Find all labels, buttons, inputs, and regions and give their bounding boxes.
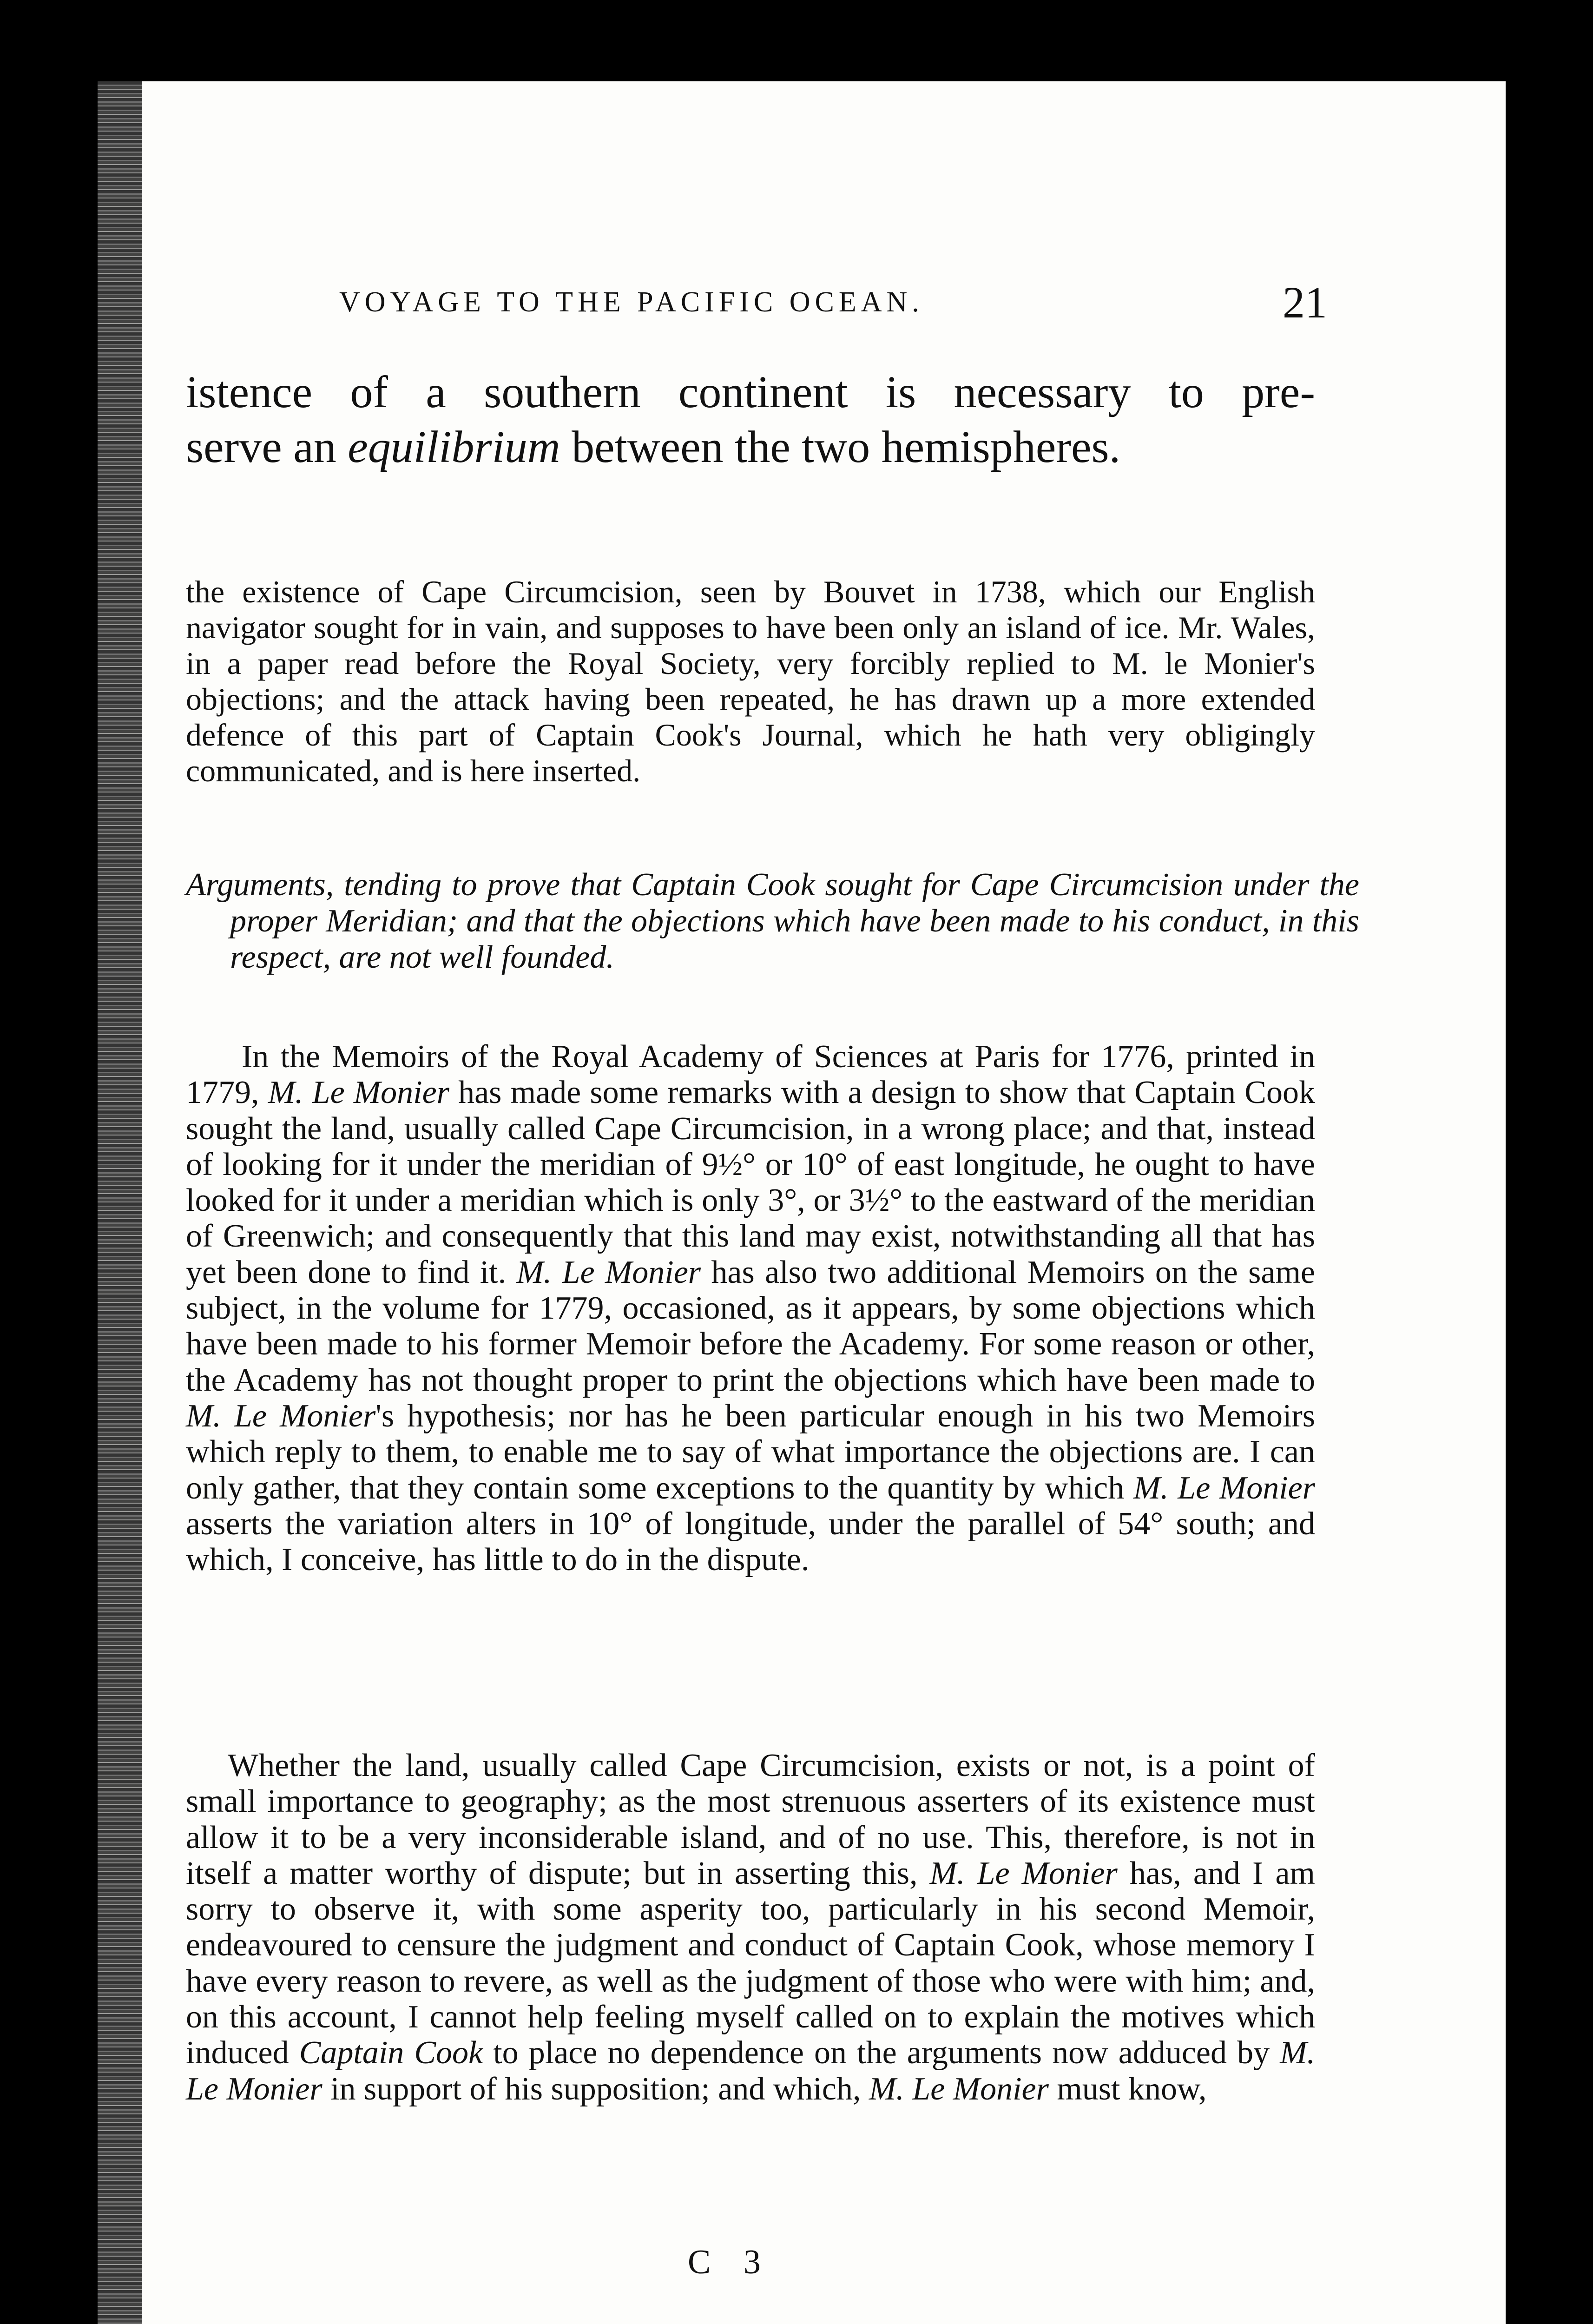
paragraph-3-text: Whether the land, usually called Cape Circumcision, exists or not, is a point of small importance to geography; as the most strenuous asserters of its existence must allow it to be a very inconsiderable island, and of no use. This, therefore, is not in itself a matter worthy of dispute; but in asserting this, — [186, 1748, 1315, 1891]
lead-line-2 — [186, 420, 1315, 475]
lead-text — [186, 365, 1315, 475]
paragraph-3-name: M. Le Monier — [929, 1855, 1118, 1891]
lead-line-2-end: between the two hemispheres. — [560, 422, 1121, 472]
book-page — [98, 81, 1506, 2324]
paragraph-2-name: M. Le Monier — [268, 1075, 449, 1111]
lead-line-2-italic: equilibrium — [348, 422, 560, 472]
paragraph-2-name: M. Le Monier — [1133, 1470, 1315, 1506]
paragraph-2-text: has also two additional Memoirs on the same subject, in the volume for 1779, occasioned, as it appears, by some objections which have been made to his former Memoir before the Academy. For some reason or other, the Academy has not thought proper to print the objections which have been made to — [186, 1254, 1315, 1398]
paragraph-2-text: asserts the variation alters in 10° of longitude, under the parallel of 54° south; and which, I conceive, has little to do in the dispute. — [186, 1505, 1315, 1578]
paragraph-3-text: has, and I am sorry to observe it, with some asperity too, particularly in his second Memoir, endeavoured to censure the judgment and conduct of Captain Cook, whose memory I have every reason to revere, as well as the judgment of those who were with him; and, on this account, I cannot help feeling myself called on to explain the motives which induced — [186, 1855, 1315, 2071]
paragraph-2 — [186, 1039, 1315, 1578]
paragraph-3-text: to place no dependence on the arguments now adduced by — [483, 2035, 1280, 2071]
paragraph-2-name: M. Le Monier — [516, 1254, 701, 1290]
paragraph-2-text: 's hypothesis; nor has he been particular enough in his two Memoirs which reply to them, to enable me to say of what importance the objections are. I can only gather, that they contain some exceptions to the quantity by which — [186, 1398, 1315, 1506]
paragraph-2-text: In the Memoirs of the Royal Academy of Sciences at Paris for 1776, printed in 1779, — [186, 1039, 1315, 1111]
page-number: 21 — [1283, 277, 1327, 327]
lead-line-1: istence of a southern continent is necessary to pre- — [186, 367, 1315, 417]
paragraph-2-name: M. Le Monier — [186, 1398, 376, 1434]
paragraph-3 — [186, 1748, 1315, 2107]
running-head: VOYAGE TO THE PACIFIC OCEAN. — [339, 286, 924, 318]
paragraph-1: the existence of Cape Circumcision, seen by Bouvet in 1738, which our English navigator sought for in vain, and supposes to have been only an island of ice. Mr. Wales, in a paper read before the Royal Society, very forcibly replied to M. le Monier's objections; and the attack having been repeated, he has drawn up a more extended defence of this part of Captain Cook's Journal, which he hath very obligingly communicated, and is here inserted. — [186, 574, 1315, 788]
paragraph-3-name: M. Le Monier — [186, 2035, 1315, 2107]
paragraph-3-text: in support of his supposition; and which, — [322, 2071, 869, 2107]
section-heading: Arguments, tending to prove that Captain Cook sought for Cape Circumcision under the proper Meridian; and that the objections which have been made to his conduct, in this respect, are not well founded. — [186, 867, 1359, 975]
lead-line-2-start: serve an — [186, 422, 348, 472]
paragraph-3-name: Captain Cook — [299, 2035, 483, 2071]
signature-mark: C 3 — [688, 2243, 773, 2281]
paragraph-3-name: M. Le Monier — [869, 2071, 1049, 2107]
page-binding-edge — [98, 81, 142, 2324]
paragraph-2-text: has made some remarks with a design to show that Captain Cook sought the land, usually called Cape Circumcision, in a wrong place; and that, instead of looking for it under the meridian of 9½° or 10° of east longitude, he ought to have looked for it under a meridian which is only 3°, or 3½° to the eastward of the meridian of Greenwich; and consequently that this land may exist, notwithstanding all that has yet been done to find it. — [186, 1075, 1315, 1290]
paragraph-3-text: must know, — [1048, 2071, 1207, 2107]
